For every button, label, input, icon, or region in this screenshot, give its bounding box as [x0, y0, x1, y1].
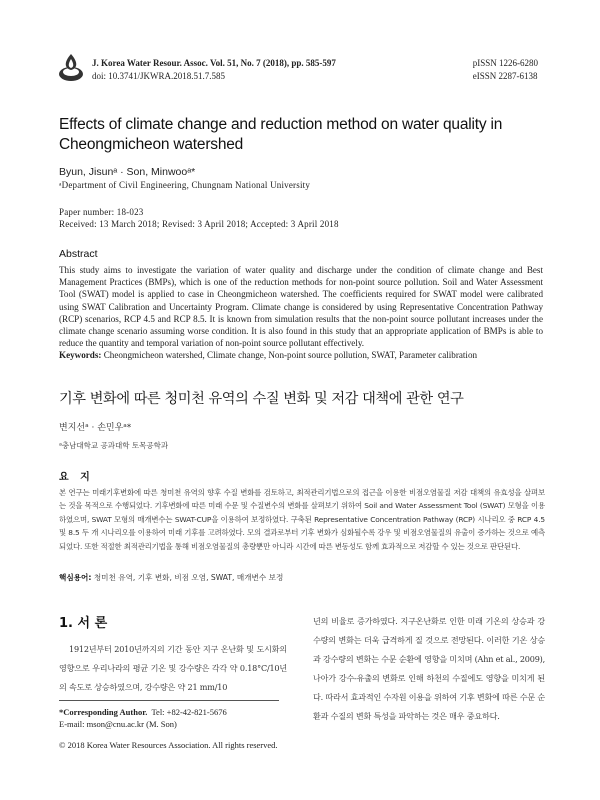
corresponding-email[interactable]: E-mail: mson@cnu.ac.kr (M. Son)	[59, 719, 177, 729]
korean-keywords-label: 핵심용어:	[59, 573, 92, 582]
section-heading: 1. 서 론	[59, 616, 108, 631]
pissn: pISSN 1226-6280	[472, 58, 538, 68]
copyright: © 2018 Korea Water Resources Association. All rights reserved.	[59, 740, 278, 750]
korean-keywords-list: 청미천 유역, 기후 변화, 비점 오염, SWAT, 매개변수 보정	[93, 573, 284, 582]
keywords-list: Cheongmicheon watershed, Climate change, Non-point source pollution, SWAT, Parameter calibration	[103, 350, 478, 360]
journal-logo-icon	[58, 52, 84, 82]
body-column-left: 1912년부터 2010년까지의 기간 동안 지구 온난화 및 도시화의 영향으로 우리나라의 평균 기온 및 강수량은 각각 약 0.18°C/10년의 속도로 상승하였으며, 강수량은 약 21 mm/10	[59, 644, 287, 692]
korean-authors: 변지선ᵃ · 손민우ᵃ*	[59, 423, 132, 433]
eissn: eISSN 2287-6138	[472, 71, 538, 81]
abstract-heading: Abstract	[59, 248, 98, 260]
korean-title: 기후 변화에 따른 청미천 유역의 수질 변화 및 저감 대책에 관한 연구	[59, 391, 464, 407]
affiliation: ᵃDepartment of Civil Engineering, Chungnam National University	[59, 180, 311, 190]
keywords-label: Keywords:	[59, 350, 102, 360]
journal-header	[92, 57, 336, 83]
journal-citation: J. Korea Water Resour. Assoc. Vol. 51, No. 7 (2018), pp. 585-597	[92, 58, 336, 68]
corresponding-tel: Tel: +82-42-821-5676	[151, 707, 227, 717]
abstract-text: This study aims to investigate the variation of water quality and discharge under the condition of climate change and Best Management Practices (BMPs), which is one of the reduction methods for non-point source pollution. Soil and Water Assessment Tool (SWAT) model is applied to case in Cheongmicheon watershed. The coefficients required for SWAT model were calibrated using SWAT Calibration and Uncertainty Program. Climate change is considered by using Representative Concentration Pathway (RCP) scenarios, RCP 4.5 and RCP 8.5. It is known from simulation results that the non-point source pollutant increases under the climate change scenario assuming worse condition. It is also found in this study that an appropriate application of BMPs is able to reduce the quantity and temporal variation of non-point source pollutant effectively.	[59, 265, 543, 349]
corresponding-author-footnote	[59, 706, 227, 730]
korean-summary-text: 본 연구는 미래기후변화에 따른 청미천 유역의 향후 수질 변화를 검토하고, 최적관리기법으로의 접근을 이용한 비점오염물질 저감 대책의 유효성을 살펴보는 것을 목적으로 수행되었다. 기후변화에 따른 미래 수문 및 수질변수의 변화를 살펴보기 위하여 Soil and Water Assessment Tool (SWAT) 모형을 이용하였으며, SWAT 모형의 매개변수는 SWAT-CUP을 이용하여 보정하였다. 구축된 Representative Concentration Pathway (RCP) 시나리오 중 RCP 4.5 및 8.5 두 개 시나리오를 이용하여 미래 기후를 고려하였다. 모의 결과로부터 기후 변화가 심화될수록 강우 및 비점오염물질의 유출이 증가하는 것으로 예측되었다. 또한 적절한 최적관리기법을 통해 비점오염물질의 총량뿐만 아니라 시간에 따른 변동성도 함께 효과적으로 저감할 수 있는 것으로 판단된다.	[59, 488, 545, 551]
corresponding-label: *Corresponding Author.	[59, 707, 148, 717]
authors: Byun, Jisunᵃ · Son, Minwooᵃ*	[59, 166, 196, 178]
footnote-divider	[59, 700, 279, 701]
paper-meta	[59, 206, 339, 230]
issn-block	[473, 57, 538, 83]
korean-affiliation: ᵃ충남대학교 공과대학 토목공학과	[59, 441, 169, 450]
paper-dates: Received: 13 March 2018; Revised: 3 April 2018; Accepted: 3 April 2018	[59, 219, 339, 229]
body-column-right: 년의 비율로 증가하였다. 지구온난화로 인한 미래 기온의 상승과 강수량의 변화는 더욱 급격하게 질 것으로 전망된다. 이러한 기온 상승과 강수량의 변화는 수문 순환에 영향을 미치며 (Ahn et al., 2009), 나아가 강수-유출의 변화로 인해 하천의 수질에도 영향을 미치게 된다. 따라서 효과적인 수자원 이용을 위하여 기후 변화에 따른 수문 순환과 수질의 변화 특성을 파악하는 것은 매우 중요하다.	[313, 616, 545, 721]
paper-number: Paper number: 18-023	[59, 207, 144, 217]
paper-title: Effects of climate change and reduction method on water quality in Cheongmicheon watershed	[59, 116, 503, 153]
korean-keywords	[59, 572, 545, 583]
doi[interactable]: doi: 10.3741/JKWRA.2018.51.7.585	[92, 71, 226, 81]
korean-summary-heading: 요 지	[59, 472, 94, 483]
keywords	[59, 349, 543, 361]
